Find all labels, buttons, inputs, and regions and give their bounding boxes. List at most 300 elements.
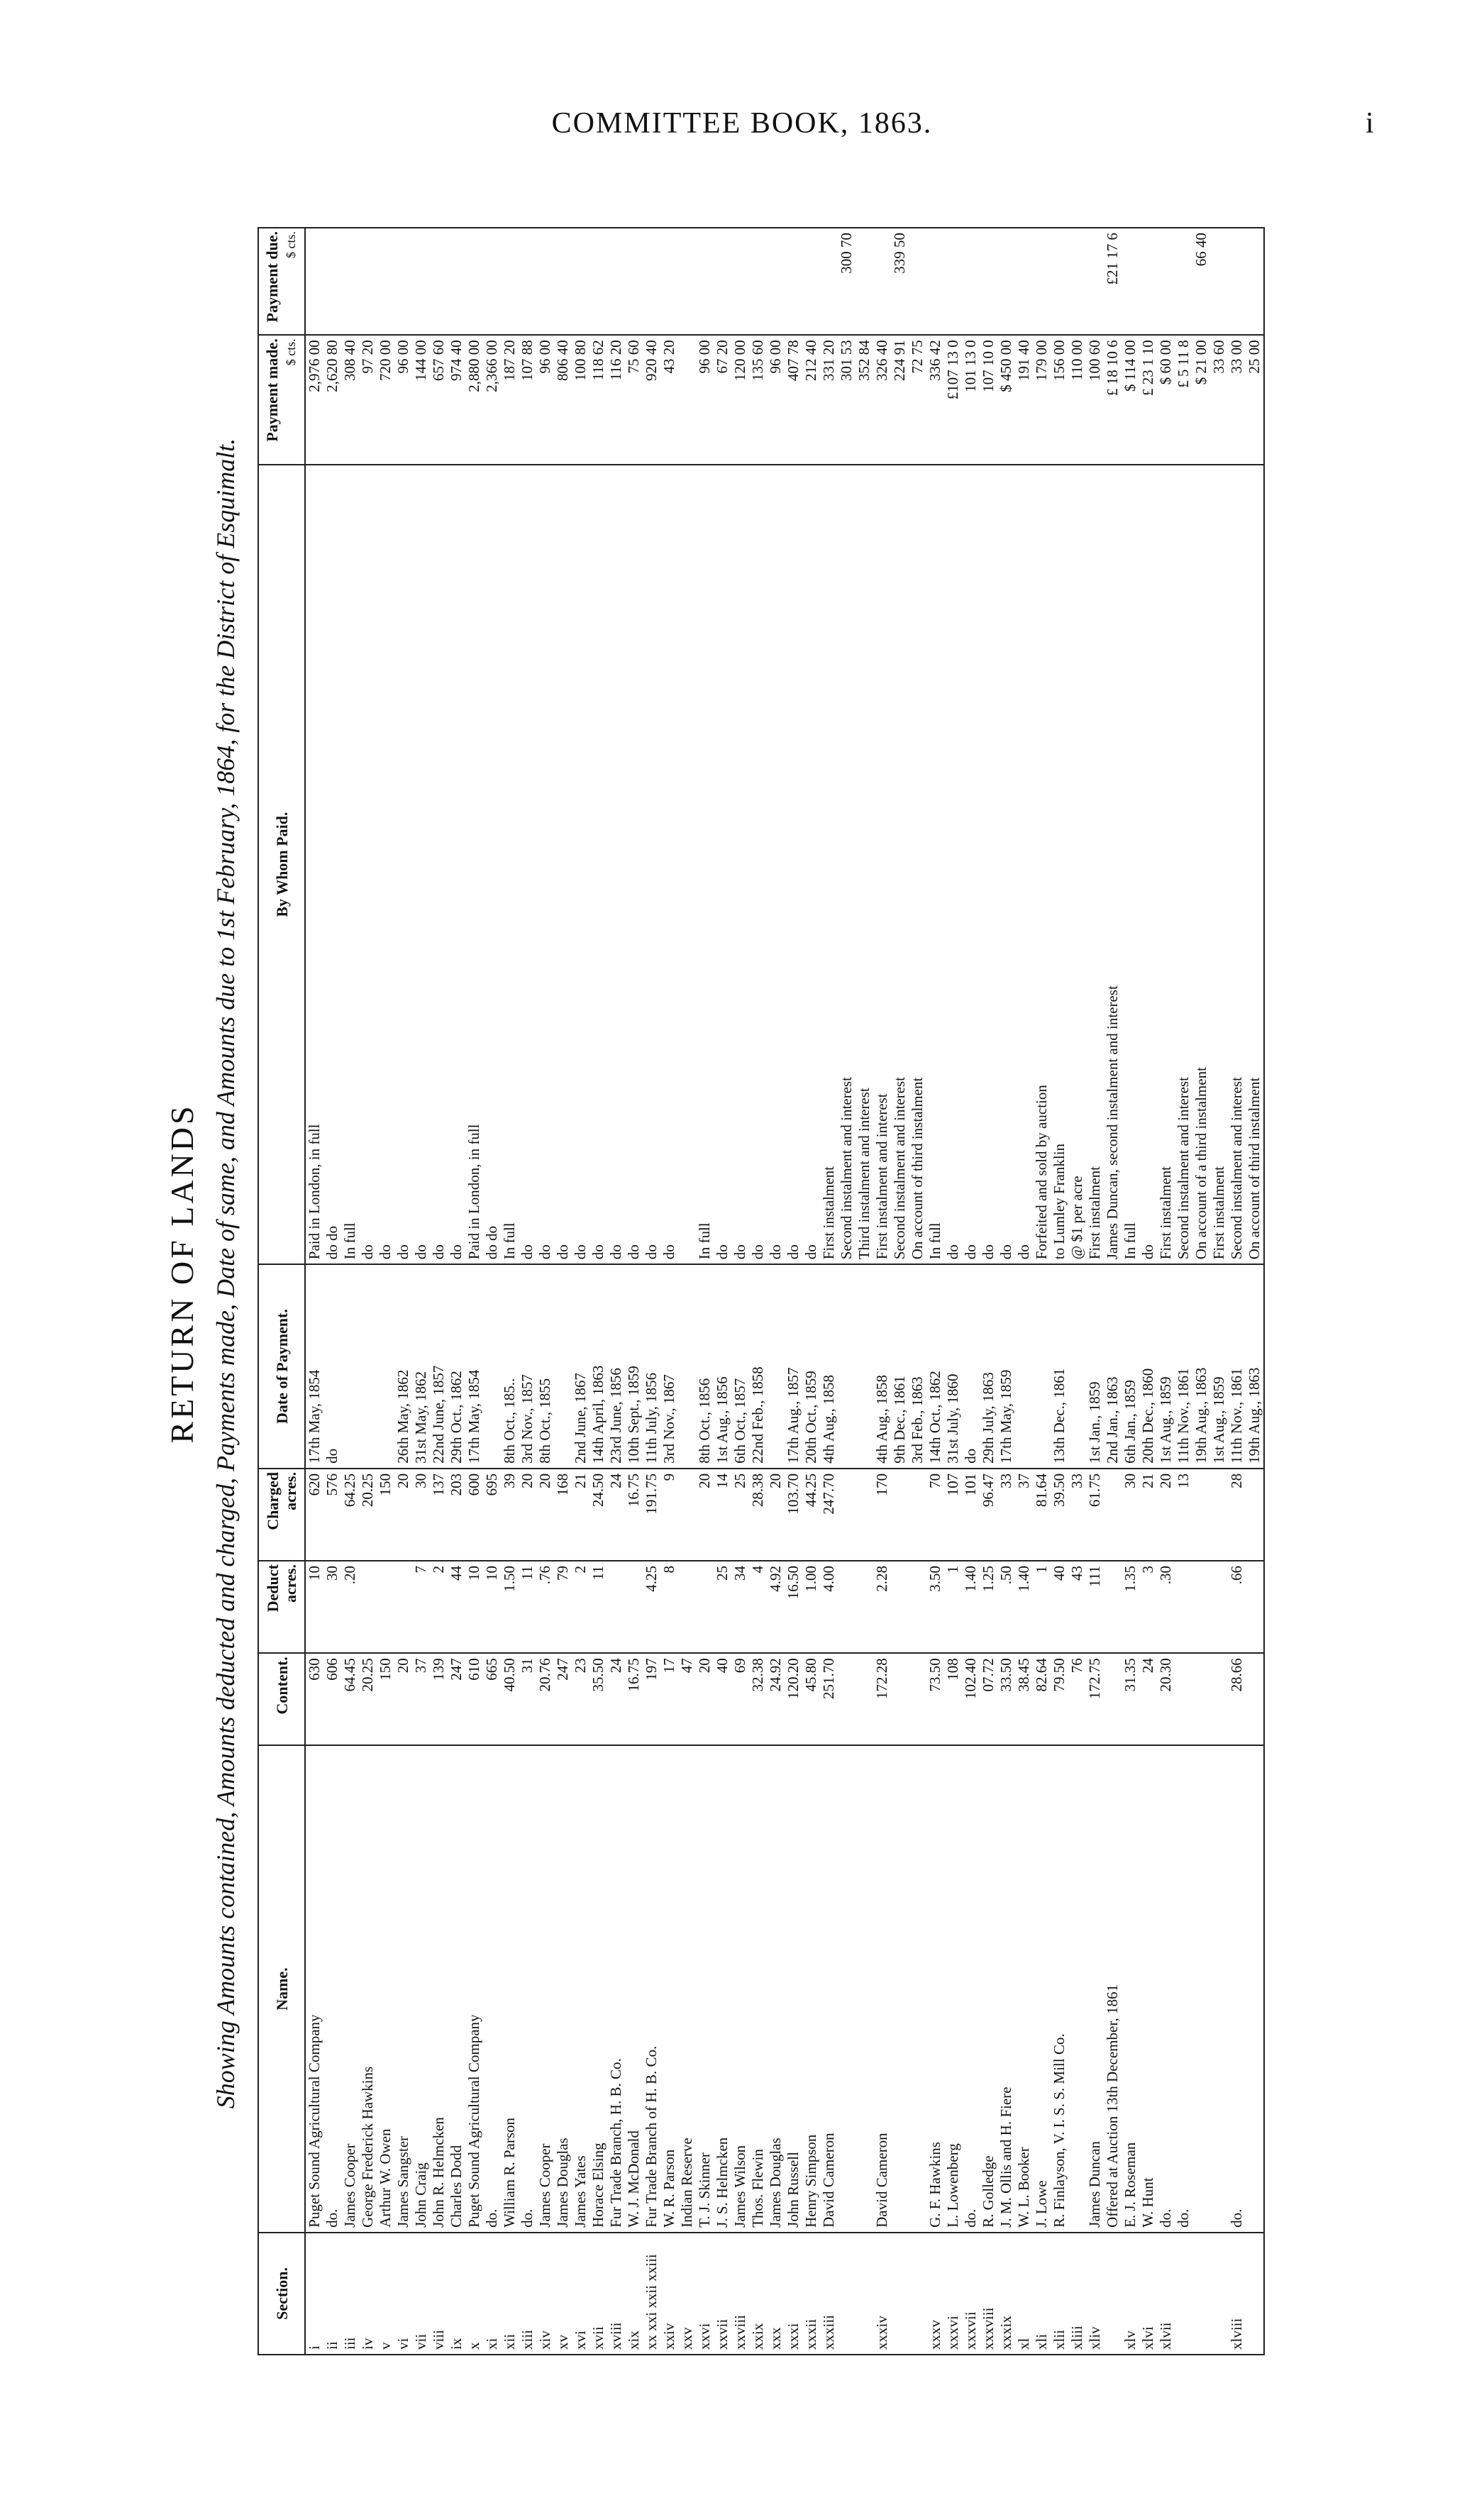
cell-date: 4th Aug., 1858 — [873, 1264, 891, 1469]
cell-charged: 14 — [714, 1469, 731, 1561]
table-row — [997, 228, 1015, 2355]
cell-payment-due — [519, 228, 536, 335]
cell-payment-due — [1210, 228, 1228, 335]
table-row — [909, 228, 926, 2355]
cell-content: 24 — [607, 1653, 625, 1745]
table-row — [536, 228, 554, 2355]
cell-date: 2nd June, 1867 — [572, 1264, 589, 1469]
cell-payment-due — [483, 228, 501, 335]
cell-deduct: 4.92 — [767, 1561, 785, 1653]
cell-payment-due — [660, 228, 678, 335]
cell-payment-made: $ 21 00 — [1192, 335, 1210, 465]
cell-name: W. L. Booker — [1015, 1745, 1033, 2233]
cell-content: 251.70 — [820, 1653, 838, 1745]
table-row — [891, 228, 909, 2355]
cell-name: do. — [483, 1745, 501, 2233]
cell-date — [1033, 1264, 1051, 1469]
cell-payment-due — [1175, 228, 1192, 335]
cell-date: 14th Oct., 1862 — [926, 1264, 944, 1469]
cell-content: 35.50 — [589, 1653, 607, 1745]
cell-charged: 81.64 — [1033, 1469, 1051, 1561]
cell-payment-made: 657 60 — [430, 335, 448, 465]
cell-section: ix — [448, 2233, 465, 2355]
cell-payment-due — [607, 228, 625, 335]
cell-charged: 39 — [501, 1469, 519, 1561]
cell-charged: 191.75 — [643, 1469, 660, 1561]
cell-date: 8th Oct., 185.. — [501, 1264, 519, 1469]
cell-deduct — [696, 1561, 714, 1653]
cell-by-whom: do — [536, 465, 554, 1264]
cell-payment-due — [714, 228, 731, 335]
cell-date: 6th Oct., 1857 — [731, 1264, 749, 1469]
cell-by-whom: On account of third instalment — [1246, 465, 1264, 1264]
col-header-by-whom: By Whom Paid. — [258, 465, 305, 1264]
cell-content: 69 — [731, 1653, 749, 1745]
cell-content: 82.64 — [1033, 1653, 1051, 1745]
cell-payment-due — [643, 228, 660, 335]
table-row — [1192, 228, 1210, 2355]
cell-deduct: 34 — [731, 1561, 749, 1653]
cell-name: George Frederick Hawkins — [359, 1745, 377, 2233]
cell-section: xxxix — [997, 2233, 1015, 2355]
cell-name: Fur Trade Branch of H. B. Co. — [643, 1745, 660, 2233]
cell-payment-made: 179 00 — [1033, 335, 1051, 465]
cell-date: 3rd Nov., 1867 — [660, 1264, 678, 1469]
cell-by-whom: do — [785, 465, 802, 1264]
cell-section — [1246, 2233, 1264, 2355]
cell-payment-made: 110 00 — [1068, 335, 1086, 465]
cell-charged: 16.75 — [625, 1469, 643, 1561]
cell-by-whom: First instalment — [1086, 465, 1104, 1264]
table-row — [465, 228, 483, 2355]
cell-name: J. Lowe — [1033, 1745, 1051, 2233]
table-header-row — [258, 228, 305, 2355]
cell-payment-made: 101 13 0 — [962, 335, 980, 465]
cell-payment-due — [767, 228, 785, 335]
cell-by-whom: Third instalment and interest — [855, 465, 873, 1264]
cell-content: 37 — [412, 1653, 430, 1745]
cell-deduct: 3 — [1139, 1561, 1157, 1653]
cell-by-whom: Forfeited and sold by auction — [1033, 465, 1051, 1264]
cell-payment-due: 66 40 — [1192, 228, 1210, 335]
cell-content — [1192, 1653, 1210, 1745]
cell-date — [855, 1264, 873, 1469]
table-row — [855, 228, 873, 2355]
cell-charged: 20 — [519, 1469, 536, 1561]
cell-payment-made — [678, 335, 696, 465]
cell-section: xlv — [1122, 2233, 1139, 2355]
cell-section: xlii — [1051, 2233, 1068, 2355]
cell-name: James Douglas — [554, 1745, 572, 2233]
cell-date: 10th Sept., 1859 — [625, 1264, 643, 1469]
cell-charged: 150 — [377, 1469, 394, 1561]
table-row — [643, 228, 660, 2355]
cell-by-whom: do — [802, 465, 820, 1264]
cell-by-whom: On account of a third instalment — [1192, 465, 1210, 1264]
cell-charged: 101 — [962, 1469, 980, 1561]
table-row — [483, 228, 501, 2355]
cell-by-whom: do — [767, 465, 785, 1264]
cell-by-whom: do — [448, 465, 465, 1264]
cell-deduct: 7 — [412, 1561, 430, 1653]
col-header-deduct: Deduct acres. — [258, 1561, 305, 1653]
cell-date — [838, 1264, 855, 1469]
table-row — [714, 228, 731, 2355]
cell-payment-due — [359, 228, 377, 335]
cell-deduct: .20 — [341, 1561, 359, 1653]
col-header-payment-made — [258, 335, 305, 465]
table-row — [625, 228, 643, 2355]
table-row — [660, 228, 678, 2355]
cell-section: xlvii — [1157, 2233, 1175, 2355]
cell-content: 16.75 — [625, 1653, 643, 1745]
cell-payment-due — [944, 228, 962, 335]
cell-payment-made: 96 00 — [394, 335, 412, 465]
cell-deduct — [607, 1561, 625, 1653]
cell-section: xliv — [1086, 2233, 1104, 2355]
cell-content: 120.20 — [785, 1653, 802, 1745]
cell-by-whom: @ $1 per acre — [1068, 465, 1086, 1264]
cell-payment-due — [501, 228, 519, 335]
cell-charged: 25 — [731, 1469, 749, 1561]
cell-date: 20th Dec., 1860 — [1139, 1264, 1157, 1469]
table-row — [1210, 228, 1228, 2355]
cell-deduct: 1 — [1033, 1561, 1051, 1653]
table-row — [394, 228, 412, 2355]
cell-by-whom: do — [944, 465, 962, 1264]
cell-date: 26th May, 1862 — [394, 1264, 412, 1469]
cell-section: xi — [483, 2233, 501, 2355]
cell-deduct: 30 — [323, 1561, 341, 1653]
document-subtitle: Showing Amounts contained, Amounts deducted and charged, Payments made, Date of same, and Amounts due to 1st February, 1864, for the District of Esquimalt. — [211, 438, 240, 2109]
cell-payment-made: 352 84 — [855, 335, 873, 465]
cell-deduct — [891, 1561, 909, 1653]
cell-by-whom: Second instalment and interest — [1228, 465, 1246, 1264]
cell-deduct: 11 — [519, 1561, 536, 1653]
cell-payment-due — [749, 228, 767, 335]
cell-name: John R. Helmcken — [430, 1745, 448, 2233]
cell-date — [341, 1264, 359, 1469]
cell-date: 1st Aug., 1856 — [714, 1264, 731, 1469]
table-row — [838, 228, 855, 2355]
cell-content: 47 — [678, 1653, 696, 1745]
cell-by-whom: do — [412, 465, 430, 1264]
cell-name: Henry Simpson — [802, 1745, 820, 2233]
cell-content: 197 — [643, 1653, 660, 1745]
cell-content: 24 — [1139, 1653, 1157, 1745]
cell-date: 17th May, 1859 — [997, 1264, 1015, 1469]
cell-payment-made: 224 91 — [891, 335, 909, 465]
cell-payment-made: 144 00 — [412, 335, 430, 465]
cell-section: xii — [501, 2233, 519, 2355]
cell-by-whom: In full — [926, 465, 944, 1264]
cell-payment-due — [1033, 228, 1051, 335]
cell-name: Offered at Auction 13th December, 1861 — [1104, 1745, 1122, 2233]
cell-payment-due: 339 50 — [891, 228, 909, 335]
table-row — [1228, 228, 1246, 2355]
table-row — [1175, 228, 1192, 2355]
cell-date: 11th Nov., 1861 — [1175, 1264, 1192, 1469]
cell-date — [1015, 1264, 1033, 1469]
cell-deduct: 111 — [1086, 1561, 1104, 1653]
cell-section — [1175, 2233, 1192, 2355]
table-row — [1015, 228, 1033, 2355]
cell-name: R. Finlayson, V. I. S. S. Mill Co. — [1051, 1745, 1068, 2233]
cell-content: 247 — [448, 1653, 465, 1745]
cell-payment-due — [1068, 228, 1086, 335]
cell-section: viii — [430, 2233, 448, 2355]
cell-payment-made: 75 60 — [625, 335, 643, 465]
cell-deduct — [1210, 1561, 1228, 1653]
cell-name: James Sangster — [394, 1745, 412, 2233]
cell-date — [1068, 1264, 1086, 1469]
cell-by-whom — [678, 465, 696, 1264]
cell-charged: 70 — [926, 1469, 944, 1561]
cell-deduct — [1192, 1561, 1210, 1653]
cell-content: 247 — [554, 1653, 572, 1745]
cell-by-whom: do — [394, 465, 412, 1264]
cell-content: 17 — [660, 1653, 678, 1745]
cell-date: 8th Oct., 1855 — [536, 1264, 554, 1469]
cell-payment-due — [554, 228, 572, 335]
cell-name: do. — [323, 1745, 341, 2233]
table-row — [1051, 228, 1068, 2355]
cell-deduct — [855, 1561, 873, 1653]
cell-content — [1210, 1653, 1228, 1745]
cell-charged: 24.50 — [589, 1469, 607, 1561]
cell-name: G. F. Hawkins — [926, 1745, 944, 2233]
cell-content: 45.80 — [802, 1653, 820, 1745]
cell-by-whom: do do — [483, 465, 501, 1264]
cell-payment-made: 336 42 — [926, 335, 944, 465]
table-row — [607, 228, 625, 2355]
table-row — [731, 228, 749, 2355]
cell-payment-due — [448, 228, 465, 335]
cell-name: James Wilson — [731, 1745, 749, 2233]
cell-name: Charles Dodd — [448, 1745, 465, 2233]
cell-name — [891, 1745, 909, 2233]
cell-deduct: 10 — [305, 1561, 323, 1653]
cell-payment-due — [1122, 228, 1139, 335]
cell-charged: 30 — [1122, 1469, 1139, 1561]
cell-payment-due — [1139, 228, 1157, 335]
col-header-payment-due — [258, 228, 305, 335]
cell-payment-due — [997, 228, 1015, 335]
cell-content — [855, 1653, 873, 1745]
cell-section: xx xxi xxii xxiii — [643, 2233, 660, 2355]
cell-deduct: 1.50 — [501, 1561, 519, 1653]
cell-payment-made: 100 80 — [572, 335, 589, 465]
cell-section — [891, 2233, 909, 2355]
cell-name: John Craig — [412, 1745, 430, 2233]
table-row — [1157, 228, 1175, 2355]
cell-section: x — [465, 2233, 483, 2355]
cell-charged: 33 — [997, 1469, 1015, 1561]
cell-content: 24.92 — [767, 1653, 785, 1745]
cell-section: xxxi — [785, 2233, 802, 2355]
cell-payment-due — [465, 228, 483, 335]
cell-deduct: .50 — [997, 1561, 1015, 1653]
cell-name: do. — [962, 1745, 980, 2233]
cell-date: 17th May, 1854 — [305, 1264, 323, 1469]
cell-name: David Cameron — [873, 1745, 891, 2233]
cell-by-whom: do do — [323, 465, 341, 1264]
cell-charged: 695 — [483, 1469, 501, 1561]
table-row — [1246, 228, 1264, 2355]
cell-payment-made: 187 20 — [501, 335, 519, 465]
cell-content — [891, 1653, 909, 1745]
table-row — [962, 228, 980, 2355]
cell-by-whom: James Duncan, second instalment and interest — [1104, 465, 1122, 1264]
cell-content: 172.75 — [1086, 1653, 1104, 1745]
cell-section: xxvii — [714, 2233, 731, 2355]
cell-date: 1st Aug., 1859 — [1157, 1264, 1175, 1469]
cell-date: 29th July, 1863 — [980, 1264, 997, 1469]
cell-section — [909, 2233, 926, 2355]
cell-payment-made: 974 40 — [448, 335, 465, 465]
cell-content: 20 — [696, 1653, 714, 1745]
cell-payment-due — [873, 228, 891, 335]
cell-charged: 20 — [536, 1469, 554, 1561]
cell-deduct: 10 — [465, 1561, 483, 1653]
cell-name: William R. Parson — [501, 1745, 519, 2233]
cell-by-whom: do — [997, 465, 1015, 1264]
payment-made-units: $ cts. — [284, 338, 298, 366]
cell-payment-due — [1228, 228, 1246, 335]
cell-by-whom: Paid in London, in full — [305, 465, 323, 1264]
cell-charged: 576 — [323, 1469, 341, 1561]
cell-deduct: 4.25 — [643, 1561, 660, 1653]
table-row — [802, 228, 820, 2355]
cell-payment-due — [785, 228, 802, 335]
cell-deduct — [1246, 1561, 1264, 1653]
cell-content: 40 — [714, 1653, 731, 1745]
cell-date: 9th Dec., 1861 — [891, 1264, 909, 1469]
cell-payment-due — [1051, 228, 1068, 335]
cell-charged: 137 — [430, 1469, 448, 1561]
page-number: i — [1366, 107, 1374, 140]
cell-deduct: 10 — [483, 1561, 501, 1653]
cell-date: 22nd Feb., 1858 — [749, 1264, 767, 1469]
cell-charged — [1246, 1469, 1264, 1561]
cell-by-whom: do — [980, 465, 997, 1264]
cell-date: 14th April, 1863 — [589, 1264, 607, 1469]
cell-payment-due — [572, 228, 589, 335]
cell-charged — [1104, 1469, 1122, 1561]
cell-deduct: .76 — [536, 1561, 554, 1653]
cell-deduct: 16.50 — [785, 1561, 802, 1653]
cell-charged: 20 — [1157, 1469, 1175, 1561]
cell-payment-made: 191 40 — [1015, 335, 1033, 465]
lands-return-table — [258, 227, 1265, 2355]
cell-payment-made: 100 60 — [1086, 335, 1104, 465]
col-header-date: Date of Payment. — [258, 1264, 305, 1469]
cell-date: 4th Aug., 1858 — [820, 1264, 838, 1469]
cell-content: 665 — [483, 1653, 501, 1745]
cell-by-whom: do — [519, 465, 536, 1264]
cell-payment-made: £ 23 1 10 — [1139, 335, 1157, 465]
cell-charged: 21 — [572, 1469, 589, 1561]
cell-payment-made: 308 40 — [341, 335, 359, 465]
cell-name: Arthur W. Owen — [377, 1745, 394, 2233]
cell-by-whom: do — [714, 465, 731, 1264]
cell-content: 32.38 — [749, 1653, 767, 1745]
cell-name: L. Lowenberg — [944, 1745, 962, 2233]
cell-charged: 620 — [305, 1469, 323, 1561]
cell-name: Fur Trade Branch, H. B. Co. — [607, 1745, 625, 2233]
cell-payment-made: 97 20 — [359, 335, 377, 465]
cell-by-whom: On account of third instalment — [909, 465, 926, 1264]
page-running-header: COMMITTEE BOOK, 1863. — [551, 107, 933, 140]
cell-date — [767, 1264, 785, 1469]
cell-by-whom: do — [643, 465, 660, 1264]
cell-charged: 103.70 — [785, 1469, 802, 1561]
table-row — [980, 228, 997, 2355]
cell-charged: 37 — [1015, 1469, 1033, 1561]
cell-date — [678, 1264, 696, 1469]
cell-payment-made: 806 40 — [554, 335, 572, 465]
cell-by-whom: First instalment — [1157, 465, 1175, 1264]
cell-content: 20.25 — [359, 1653, 377, 1745]
cell-date: 3rd Nov., 1857 — [519, 1264, 536, 1469]
cell-content: 630 — [305, 1653, 323, 1745]
cell-deduct: 1.40 — [962, 1561, 980, 1653]
table-row — [305, 228, 323, 2355]
cell-charged: 61.75 — [1086, 1469, 1104, 1561]
table-row — [448, 228, 465, 2355]
cell-date — [359, 1264, 377, 1469]
cell-date: 13th Dec., 1861 — [1051, 1264, 1068, 1469]
cell-deduct: 1 — [944, 1561, 962, 1653]
cell-content: 23 — [572, 1653, 589, 1745]
cell-payment-made: £ 5 11 8 — [1175, 335, 1192, 465]
cell-section: xiv — [536, 2233, 554, 2355]
cell-payment-due — [1157, 228, 1175, 335]
cell-by-whom: In full — [696, 465, 714, 1264]
cell-payment-made: 920 40 — [643, 335, 660, 465]
cell-deduct: 2 — [572, 1561, 589, 1653]
cell-payment-made: 331 20 — [820, 335, 838, 465]
cell-payment-made: $ 114 00 — [1122, 335, 1139, 465]
cell-section: xxxii — [802, 2233, 820, 2355]
cell-deduct: 25 — [714, 1561, 731, 1653]
cell-section: xliii — [1068, 2233, 1086, 2355]
cell-content: 20 — [394, 1653, 412, 1745]
cell-payment-made: 135 60 — [749, 335, 767, 465]
cell-by-whom: do — [554, 465, 572, 1264]
cell-date: 8th Oct., 1856 — [696, 1264, 714, 1469]
cell-section: xlvi — [1139, 2233, 1157, 2355]
cell-by-whom: In full — [501, 465, 519, 1264]
table-row — [873, 228, 891, 2355]
cell-deduct — [359, 1561, 377, 1653]
cell-by-whom: First instalment and interest — [873, 465, 891, 1264]
cell-payment-due — [625, 228, 643, 335]
cell-date: 19th Aug., 1863 — [1192, 1264, 1210, 1469]
cell-by-whom: Second instalment and interest — [838, 465, 855, 1264]
table-row — [323, 228, 341, 2355]
cell-name — [1210, 1745, 1228, 2233]
cell-name: do. — [519, 1745, 536, 2233]
cell-deduct: .30 — [1157, 1561, 1175, 1653]
cell-section: xxxvi — [944, 2233, 962, 2355]
cell-name: do. — [1175, 1745, 1192, 2233]
cell-content: 38.45 — [1015, 1653, 1033, 1745]
cell-payment-due — [731, 228, 749, 335]
table-body — [305, 228, 1264, 2355]
cell-charged: 9 — [660, 1469, 678, 1561]
cell-by-whom: In full — [1122, 465, 1139, 1264]
